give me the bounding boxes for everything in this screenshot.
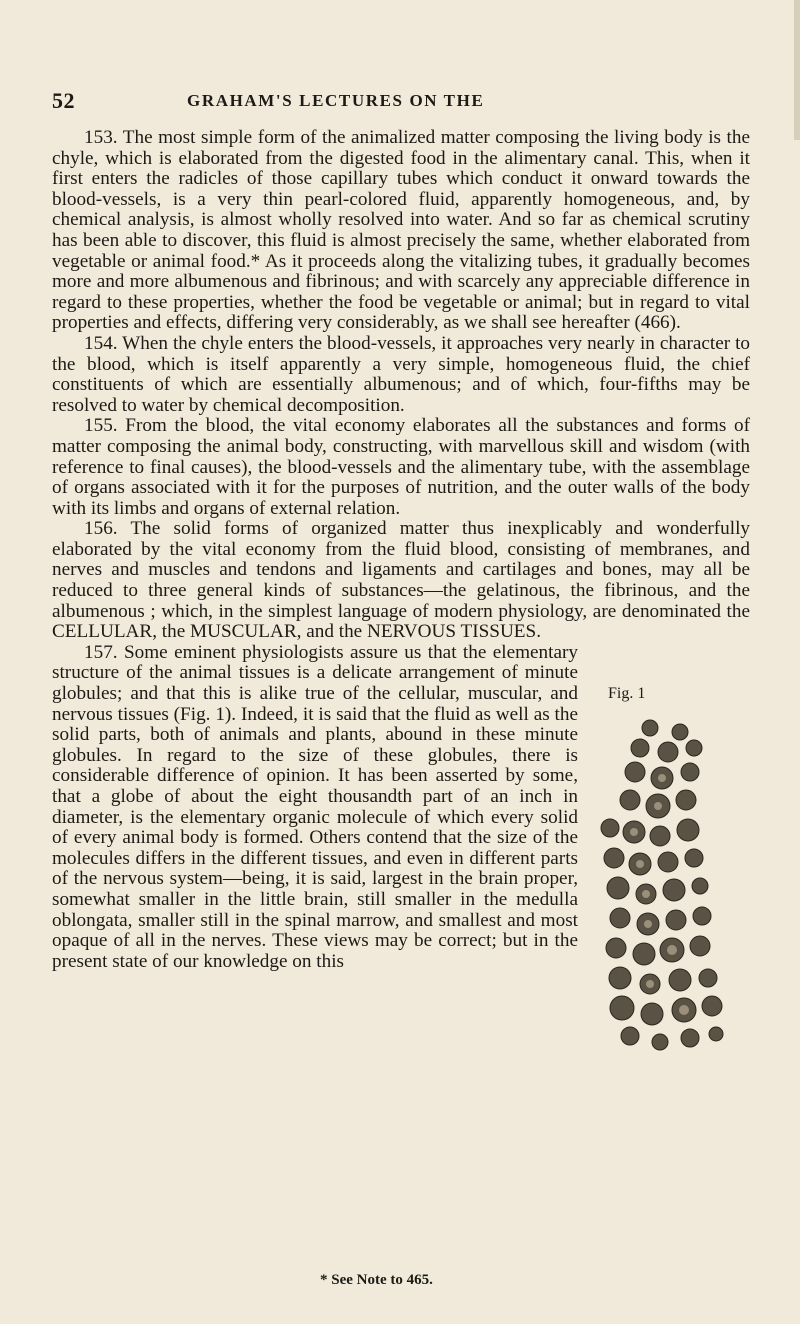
footnote: * See Note to 465. [320, 1272, 433, 1288]
globule-illustration [590, 708, 740, 1058]
paragraph-156: 156. The solid forms of organized matter thus inexplicably and wonderfully elaborated by the vital economy from the fluid blood, consisting of membranes, and nerves and muscles and tendons and ligaments and cartilages and bones, may all be reduced to three general kinds of substances—the gelatinous, the fibrinous, and the albumenous ; which, in the simplest language of modern physiology, are denominated the CELLULAR, the MUSCULAR, and the NERVOUS TISSUES. [52, 518, 750, 643]
body-text [52, 128, 750, 1062]
paragraph-155: 155. From the blood, the vital economy elaborates all the substances and forms of matter composing the animal body, constructing, with marvellous skill and wisdom (with reference to final causes), the blood-vessels and the alimentary tube, with the assemblage of organs associated with it for the purposes of nutrition, and the outer walls of the body with its limbs and organs of external relation. [52, 415, 750, 519]
page-header [52, 88, 752, 118]
paragraph-157: 157. Some eminent physiologists assure us that the elementary structure of the animal tissues is a delicate arrangement of minute globules; and that this is alike true of the cellular, muscular, and nervous tissues (Fig. 1). Indeed, it is said that the fluid as well as the solid parts, both of animals and plants, abound in these minute globules. In regard to the size of these globules, there is considerable difference of opinion. It has been asserted by some, that a globe of about the eight thousandth part of an inch in diameter, is the elementary organic molecule of which every solid of every animal body is formed. Others contend that the size of the molecules differs in the different tissues, and even in different parts of the nervous system—being, it is said, largest in the brain proper, somewhat smaller in the little brain, still smaller in the medulla oblongata, smaller still in the spinal marrow, and smallest and most opaque of all in the nerves. These views may be correct; but in the present state of our knowledge on this [52, 641, 578, 972]
figure-1 [590, 684, 750, 1062]
page-number: 52 [52, 88, 75, 113]
paragraph-157-block [52, 643, 750, 973]
running-head: GRAHAM'S LECTURES ON THE [187, 91, 485, 110]
paragraph-154: 154. When the chyle enters the blood-vessels, it approaches very nearly in character to the blood, which is itself apparently a very simple, homogeneous fluid, the chief constituents of which are essentially albumenous; and of which, four-fifths may be resolved to water by chemical decomposition. [52, 332, 750, 416]
figure-caption: Fig. 1 [608, 684, 646, 702]
paragraph-153: 153. The most simple form of the animalized matter composing the living body is the chyle, which is elaborated from the digested food in the alimentary canal. This, when it first enters the radicles of those capillary tubes which conduct it onward towards the blood-vessels, is a very thin pearl-colored fluid, apparently homogeneous, and, by chemical analysis, is almost wholly resolved into water. And so far as chemical scrutiny has been able to discover, this fluid is almost precisely the same, whether elaborated from vegetable or animal food.* As it proceeds along the vitalizing tubes, it gradually becomes more and more albumenous and fibrinous; and with scarcely any appreciable difference in regard to these properties, whether the food be vegetable or animal; but in regard to vital properties and effects, differing very considerably, as we shall see hereafter (466). [52, 127, 750, 334]
page-edge-shadow [794, 0, 800, 140]
